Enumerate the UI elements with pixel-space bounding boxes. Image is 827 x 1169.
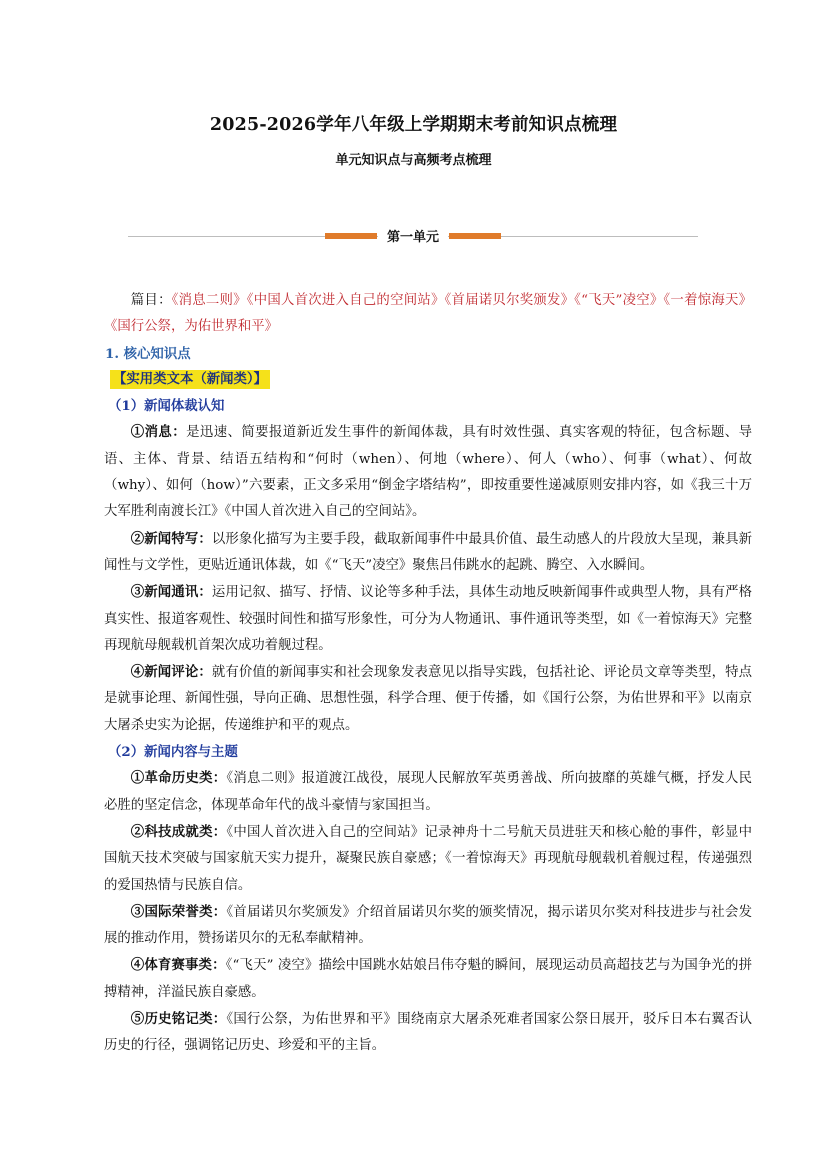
page-subtitle: 单元知识点与高频考点梳理 [335,153,492,168]
unit-label: 第一单元 [378,226,448,245]
paragraph-item [104,419,752,525]
term-label: ⑤历史铭记类： [130,1011,227,1028]
term-text: 运用记叙、描写、抒情、议论等多种手法，具体生动地反映新闻事件或典型人物，具有严格真实性、报道客观性、较强时间性和描写形象性，可分为人物通讯、事件通讯等类型，如《一着惊海天》完整再现航母舰载机首架次成功着舰过程。 [104,585,753,653]
unit-divider-bar-left [325,233,377,239]
document-body [104,288,752,1060]
subsection-heading: （2）新闻内容与主题 [108,744,238,761]
term-text: 《“飞天” 凌空》描绘中国跳水姑娘吕伟夺魁的瞬间，展现运动员高超技艺与为国争光的拼搏精神，洋溢民族自豪感。 [104,958,752,1000]
article-list [104,288,752,341]
paragraph-item [104,1006,752,1060]
subsection-heading: （1）新闻体裁认知 [108,398,225,415]
term-label: ④体育赛事类： [130,957,226,974]
paragraph-item [104,526,752,580]
paragraph-item [104,579,752,659]
paragraph-item [104,899,752,953]
article-list-prefix: 篇目： [130,293,172,308]
section-heading: 1. 核心知识点 [105,345,191,362]
text-type-tag: 【实用类文本（新闻类）】 [110,370,270,389]
term-label: ①消息： [130,424,187,441]
tag-line [104,367,752,393]
term-text: 以形象化描写为主要手段，截取新闻事件中最具价值、最生动感人的片段放大呈现，兼具新闻性与文学性，更贴近通讯体裁，如《“飞天”凌空》聚焦吕伟跳水的起跳、腾空、入水瞬间。 [104,531,753,573]
page-title: 2025-2026学年八年级上学期期末考前知识点梳理 [209,115,618,135]
term-text: 《中国人首次进入自己的空间站》记录神舟十二号航天员进驻天和核心舱的事件，彰显中国航天技术突破与国家航天实力提升，凝聚民族自豪感；《一着惊海天》再现航母舰载机着舰过程，传递强烈的爱国热情与民族自信。 [104,824,752,893]
term-label: ②新闻特写： [130,530,212,547]
term-label: ①革命历史类： [130,770,227,787]
term-text: 《国行公祭，为佑世界和平》围绕南京大屠杀死难者国家公祭日展开，驳斥日本右翼否认历史的行径，强调铭记历史、珍爱和平的主旨。 [104,1012,752,1054]
term-text: 《首届诺贝尔奖颁发》介绍首届诺贝尔奖的颁奖情况，揭示诺贝尔奖对科技进步与社会发展的推动作用，赞扬诺贝尔的无私奉献精神。 [104,904,752,947]
term-label: ②科技成就类： [130,823,227,840]
unit-divider-bar-right [449,233,501,239]
term-label: ③新闻通讯： [130,584,212,601]
term-label: ③国际荣誉类： [130,903,227,920]
term-text: 是迅速、简要报道新近发生事件的新闻体裁，具有时效性强、真实客观的特征，包含标题、导语、主体、背景、结语五结构和“何时（when）、何地（where）、何人（who）、何事（what）、何故（why）、如何（how）”六要素，正文多采用“倒金字塔结构”，即按重要性递减原则安排内容，如《我三十万大军胜利南渡长江》《中国人首次进入自己的空间站》。 [104,425,753,520]
paragraph-item [104,659,752,739]
term-text: 就有价值的新闻事实和社会现象发表意见以指导实践，包括社论、评论员文章等类型，特点是就事论理、新闻性强，导向正确、思想性强，科学合理、便于传播，如《国行公祭，为佑世界和平》以南京大屠杀史实为论据，传递维护和平的观点。 [104,665,753,733]
paragraph-item [104,952,752,1006]
article-list-titles: 《消息二则》《中国人首次进入自己的空间站》《首届诺贝尔奖颁发》《“飞天”凌空》《一着惊海天》《国行公祭，为佑世界和平》 [104,293,752,335]
paragraph-item [104,819,752,899]
term-text: 《消息二则》报道渡江战役，展现人民解放军英勇善战、所向披靡的英雄气概，抒发人民必胜的坚定信念，体现革命年代的战斗豪情与家国担当。 [104,771,752,813]
paragraph-item [104,765,752,819]
term-label: ④新闻评论： [130,664,212,681]
